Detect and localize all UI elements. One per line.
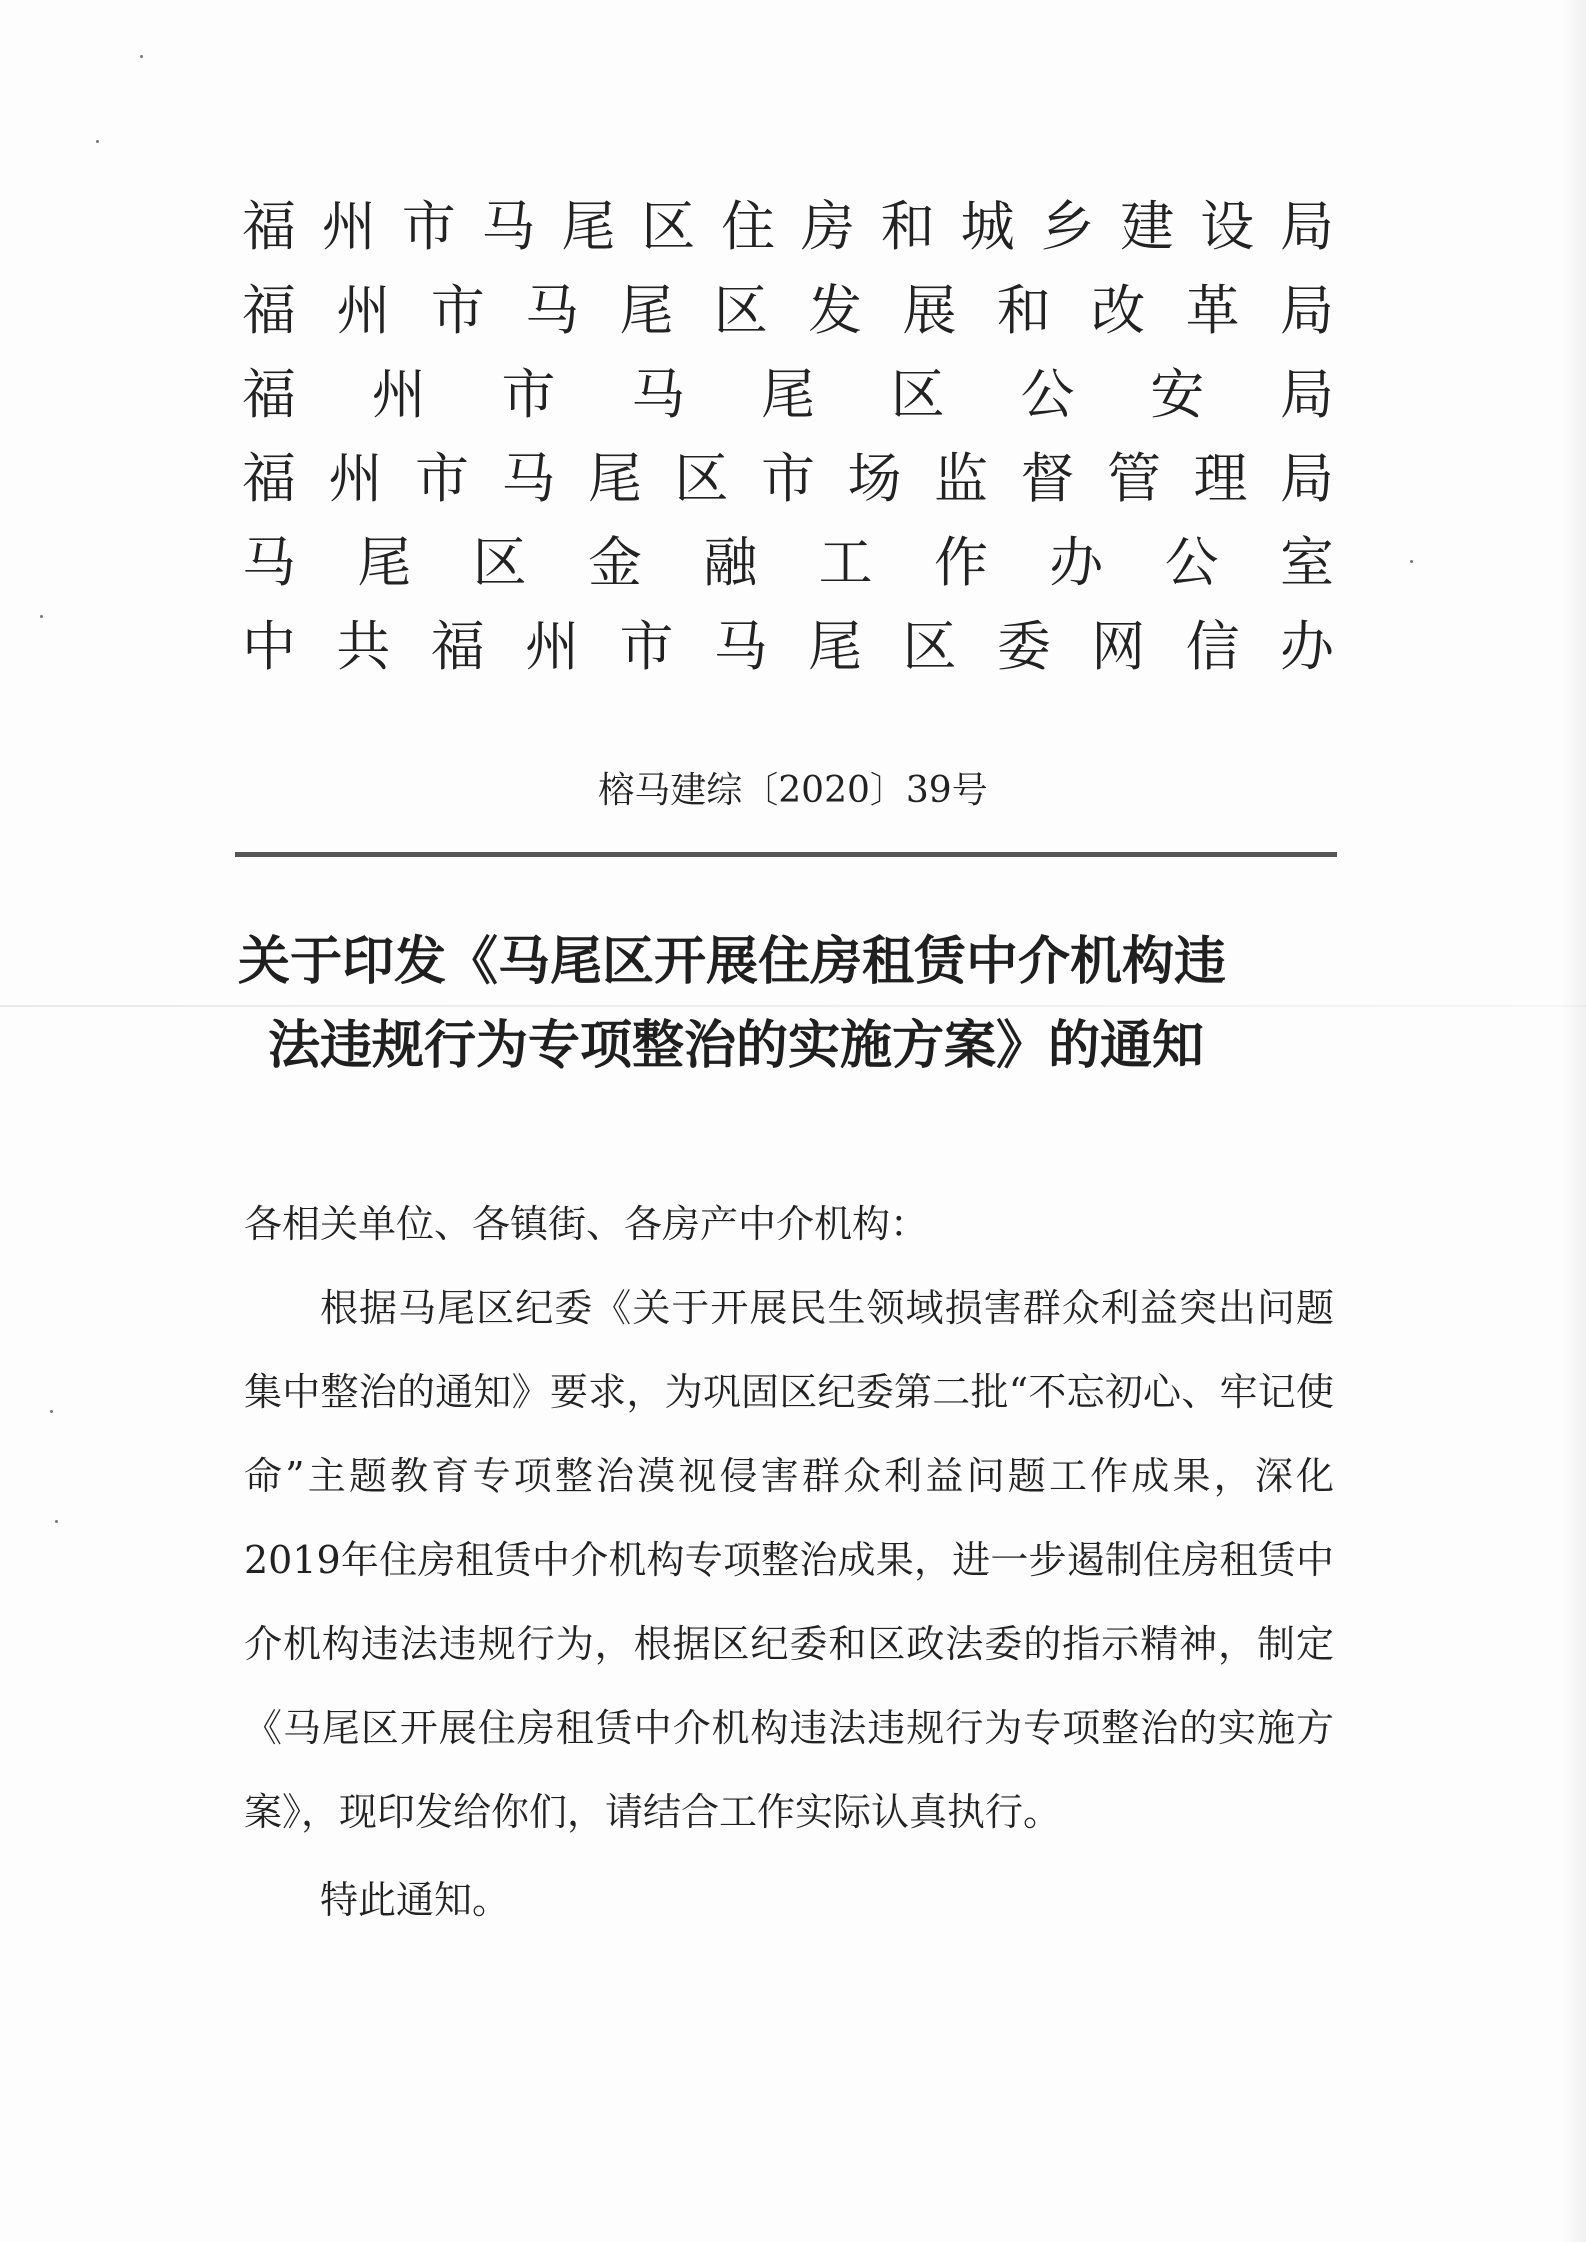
issuer-char: 州 [321,194,376,258]
issuer-line [242,264,1334,348]
issuer-char: 尾 [588,446,642,510]
salutation: 各相关单位、各镇街、各房产中介机构： [244,1202,929,1246]
issuer-char: 中 [242,614,296,678]
issuer-char: 督 [1020,446,1075,510]
issuer-char: 马 [631,362,686,426]
issuer-char: 室 [1279,530,1334,594]
issuer-char: 市 [415,446,469,510]
issuer-char: 和 [996,278,1051,342]
issuer-char: 州 [525,614,580,678]
issuer-char: 福 [242,278,296,342]
scan-dust [1410,560,1413,563]
scan-dust [140,55,143,58]
document-body [244,1182,1334,1942]
issuer-char: 马 [242,530,296,594]
issuer-char: 马 [525,278,580,342]
issuer-char: 州 [328,446,383,510]
issuer-char: 办 [1279,614,1334,678]
issuer-char: 场 [847,446,902,510]
issuer-char: 管 [1107,446,1161,510]
document-number: 榕马建综〔2020〕39号 [598,770,988,811]
issuer-char: 马 [501,446,556,510]
issuer-char: 监 [934,446,988,510]
issuer-char: 发 [808,278,863,342]
issuer-char: 委 [996,614,1051,678]
issuer-char: 尾 [357,530,412,594]
issuer-char: 马 [481,194,536,258]
issuer-char: 理 [1193,446,1248,510]
issuer-char: 市 [501,362,556,426]
issuer-char: 区 [890,362,945,426]
scan-dust [55,1520,58,1523]
issuer-char: 工 [818,530,873,594]
issuer-char: 住 [721,194,776,258]
issuer-char: 展 [902,278,957,342]
issuer-char: 尾 [619,278,674,342]
body-paragraph: 根据马尾区纪委《关于开展民生领域损害群众利益突出问题集中整治的通知》要求，为巩固区纪委第二批“不忘初心、牢记使命”主题教育专项整治漠视侵害群众利益问题工作成果，深化2019年住房租赁中介机构专项整治成果，进一步遏制住房租赁中介机构违法违规行为，根据区纪委和区政法委的指示精神，制定《马尾区开展住房租赁中介机构违法违规行为专项整治的实施方案》，现印发给你们，请结合工作实际认真执行。 [244,1286,1334,1834]
issuer-line [242,600,1334,684]
issuer-char: 融 [703,530,758,594]
title-line-1: 关于印发《马尾区开展住房租赁中介机构违 [238,932,1227,992]
issuer-char: 改 [1091,278,1146,342]
scan-edge-shadow [1562,0,1586,2242]
issuer-char: 区 [641,194,696,258]
issuer-line [242,516,1334,600]
issuer-char: 革 [1185,278,1240,342]
issuer-char: 房 [800,194,855,258]
issuer-char: 公 [1164,530,1219,594]
issuer-char: 城 [960,194,1015,258]
issuer-line [242,348,1334,432]
issuer-char: 和 [880,194,935,258]
issuer-char: 市 [619,614,674,678]
issuer-char: 建 [1120,194,1175,258]
issuer-char: 尾 [561,194,616,258]
issuing-authorities [242,180,1334,684]
title-line-2: 法违规行为专项整治的实施方案》的通知 [268,1016,1205,1076]
issuer-char: 设 [1200,194,1255,258]
issuer-char: 局 [1279,194,1334,258]
issuer-char: 尾 [808,614,863,678]
issuer-line [242,180,1334,264]
issuer-char: 尾 [761,362,815,426]
issuer-char: 州 [371,362,426,426]
issuer-char: 共 [336,614,391,678]
scan-dust [50,1410,53,1413]
issuer-char: 信 [1185,614,1240,678]
issuer-char: 乡 [1040,194,1095,258]
issuer-char: 福 [242,446,296,510]
closing-remark: 特此通知。 [320,1878,511,1922]
scan-dust [40,615,43,618]
scan-dust [96,140,99,143]
issuer-char: 金 [587,530,642,594]
issuer-char: 福 [430,614,485,678]
issuer-char: 网 [1091,614,1146,678]
issuer-char: 州 [336,278,391,342]
issuer-char: 福 [242,362,296,426]
issuer-line [242,432,1334,516]
issuer-char: 安 [1150,362,1205,426]
issuer-char: 福 [242,194,296,258]
issuer-char: 局 [1280,362,1334,426]
issuer-char: 办 [1049,530,1104,594]
issuer-char: 市 [401,194,456,258]
issuer-char: 公 [1020,362,1075,426]
issuer-char: 区 [472,530,527,594]
issuer-char: 区 [902,614,957,678]
issuer-char: 局 [1280,446,1334,510]
header-separator-rule [235,852,1337,857]
issuer-char: 马 [713,614,768,678]
issuer-char: 区 [674,446,729,510]
issuer-char: 局 [1279,278,1334,342]
issuer-char: 市 [761,446,815,510]
issuer-char: 作 [933,530,988,594]
document-title [238,920,1338,1088]
issuer-char: 市 [430,278,485,342]
issuer-char: 区 [713,278,768,342]
